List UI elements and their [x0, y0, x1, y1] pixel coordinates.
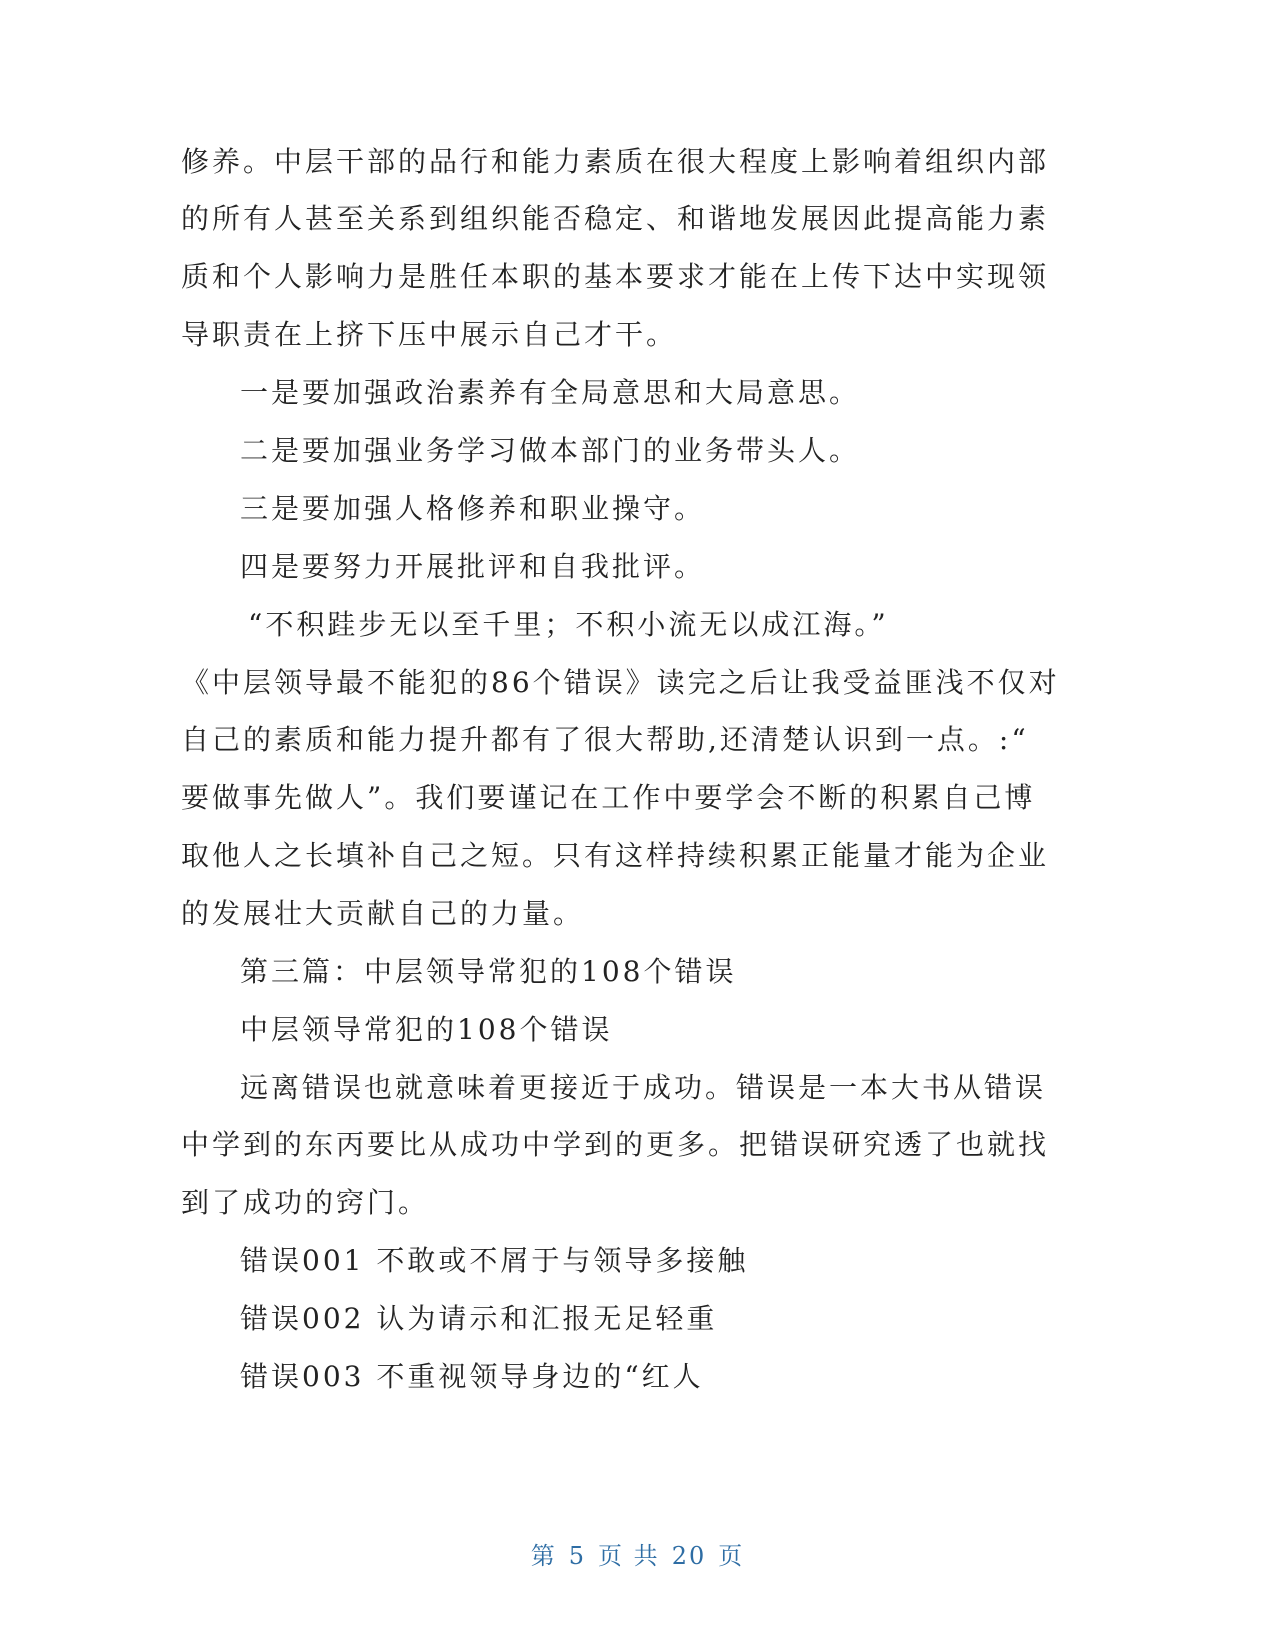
- body-line-4: 导职责在上挤下压中展示自己才干。: [181, 318, 678, 351]
- list-item-4: 四是要努力开展批评和自我批评。: [240, 550, 706, 583]
- body-line-6: 自己的素质和能力提升都有了很大帮助,还清楚认识到一点。:“: [181, 723, 1029, 756]
- error-item-003: 错误003 不重视领导身边的“红人: [240, 1360, 704, 1393]
- section-title: 中层领导常犯的108个错误: [240, 1013, 613, 1046]
- body-line-9: 的发展壮大贡献自己的力量。: [181, 897, 585, 930]
- total-pages-number: 20: [671, 1542, 707, 1570]
- body-line-2: 的所有人甚至关系到组织能否稳定、和谐地发展因此提高能力素: [181, 202, 1050, 235]
- footer-prefix: 第: [530, 1542, 557, 1570]
- list-item-3: 三是要加强人格修养和职业操守。: [240, 492, 706, 525]
- body-line-11: 中学到的东丙要比从成功中学到的更多。把错误研究透了也就找: [181, 1128, 1050, 1161]
- footer-suffix: 页: [718, 1542, 745, 1570]
- error-item-002: 错误002 认为请示和汇报无足轻重: [240, 1302, 718, 1335]
- section-heading: 第三篇：中层领导常犯的108个错误: [240, 955, 737, 988]
- list-item-2: 二是要加强业务学习做本部门的业务带头人。: [240, 434, 861, 467]
- body-line-3: 质和个人影响力是胜任本职的基本要求才能在上传下达中实现领: [181, 260, 1050, 293]
- page-footer: [0, 1536, 1275, 1571]
- body-line-5: 《中层领导最不能犯的86个错误》读完之后让我受益匪浅不仅对: [181, 666, 1060, 699]
- body-line-7: 要做事先做人”。我们要谨记在工作中要学会不断的积累自己博: [181, 781, 1036, 814]
- body-line-1: 修养。中层干部的品行和能力素质在很大程度上影响着组织内部: [181, 145, 1050, 178]
- error-item-001: 错误001 不敢或不屑于与领导多接触: [240, 1244, 749, 1277]
- current-page-number: 5: [568, 1542, 587, 1570]
- list-item-1: 一是要加强政治素养有全局意思和大局意思。: [240, 376, 861, 409]
- body-line-10: 远离错误也就意味着更接近于成功。错误是一本大书从错误: [240, 1071, 1047, 1104]
- body-line-12: 到了成功的窍门。: [181, 1186, 430, 1219]
- footer-middle: 页 共: [598, 1542, 660, 1570]
- quote-line: “不积跬步无以至千里；不积小流无以成江海。”: [248, 608, 889, 641]
- body-line-8: 取他人之长填补自己之短。只有这样持续积累正能量才能为企业: [181, 839, 1050, 872]
